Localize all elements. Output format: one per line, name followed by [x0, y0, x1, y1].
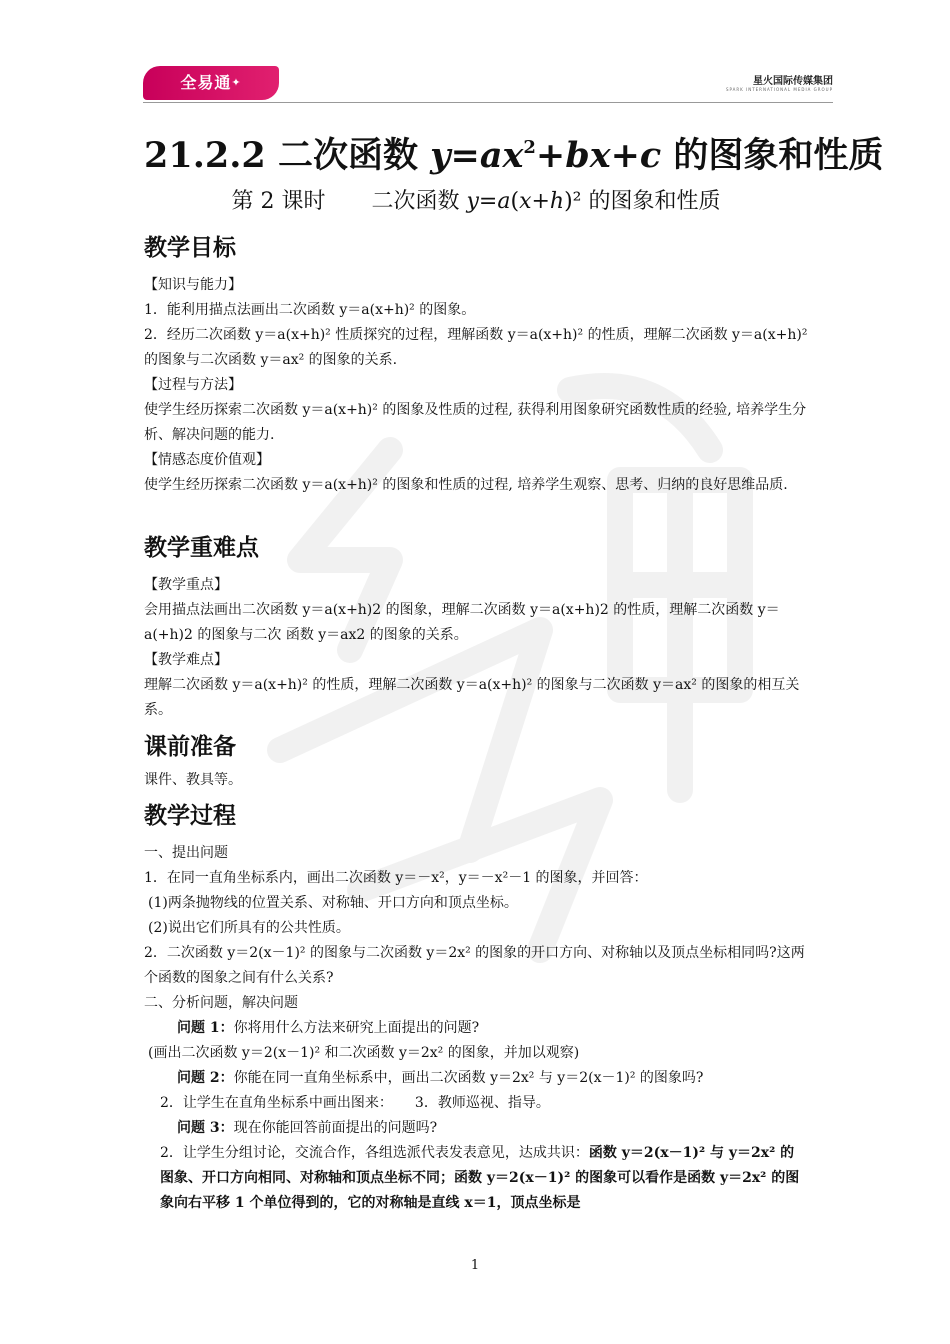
question-1a: (1)两条抛物线的位置关系、对称轴、开口方向和顶点坐标。 — [148, 895, 518, 911]
heading-goals: 教学目标 — [144, 235, 236, 261]
section-preparation — [144, 731, 808, 763]
problem-3 — [144, 1116, 808, 1141]
problem-3-label: 问题 3： — [177, 1120, 234, 1136]
activity-3: 3．教师巡视、指导。 — [414, 1095, 550, 1111]
problem-1-text: 你将用什么方法来研究上面提出的问题? — [233, 1020, 480, 1036]
discussion-bold: 函数 y＝2(x－1)² 与 y＝2x² 的图象、开口方向相同、对称轴和顶点坐标不同；函数 y＝2(x－1)² 的图象可以看作是函数 y＝2x² 的图象向右平移 1 个单位得到的，它的对称轴是直线 x＝1，顶点坐标是 — [160, 1145, 800, 1211]
step2-title: 二、分析问题，解决问题 — [144, 995, 298, 1011]
problem-2-label: 问题 2： — [177, 1070, 234, 1086]
discussion-paragraph — [144, 1141, 808, 1216]
brand-logo-text: 全易通 — [180, 73, 232, 92]
page-title: 21.2.2 二次函数 $y=ax^2+bx+c$ 的图象和性质 — [144, 135, 884, 176]
activity-row — [144, 1091, 808, 1116]
difficulty-text: 理解二次函数 y＝a(x+h)² 的性质，理解二次函数 y＝a(x+h)² 的图象与二次函数 y＝ax² 的图象的相互关系。 — [144, 677, 800, 718]
org-name-en: SPARK INTERNATIONAL MEDIA GROUP — [725, 87, 833, 92]
lesson-number: 第 2 课时 — [231, 189, 326, 214]
process-text: 使学生经历探索二次函数 y＝a(x+h)² 的图象及性质的过程, 获得利用图象研究函数性质的经验, 培养学生分析、解决问题的能力. — [144, 402, 807, 443]
lesson-topic-prefix: 二次函数 — [371, 189, 467, 214]
heading-key-points: 教学重难点 — [144, 535, 259, 561]
preparation-text: 课件、教具等。 — [144, 772, 242, 788]
lesson-subtitle: 第 2 课时 二次函数 y=a(x+h)² 的图象和性质 — [231, 189, 721, 214]
preparation-content — [144, 768, 808, 793]
goals-content — [144, 273, 808, 498]
knowledge-label: 【知识与能力】 — [144, 277, 242, 293]
step1-title: 一、提出问题 — [144, 845, 228, 861]
section-key-points — [144, 532, 808, 564]
problem-2-text: 你能在同一直角坐标系中，画出二次函数 y＝2x² 与 y＝2(x－1)² 的图象吗? — [233, 1070, 704, 1086]
attitude-label: 【情感态度价值观】 — [144, 452, 270, 468]
brand-logo — [143, 66, 279, 100]
page-number: 1 — [470, 1258, 480, 1273]
header-divider — [143, 102, 833, 103]
title-prefix: 21.2.2 二次函数 — [144, 135, 431, 176]
sparkle-icon: ✦ — [231, 76, 242, 89]
focus-label: 【教学重点】 — [144, 577, 228, 593]
lesson-topic-suffix: 的图象和性质 — [581, 189, 721, 214]
problem-3-text: 现在你能回答前面提出的问题吗? — [233, 1120, 438, 1136]
process-content — [144, 841, 808, 1216]
org-name-cn: 星火国际传媒集团 — [753, 76, 833, 87]
section-process — [144, 800, 808, 832]
problem-1-hint: (画出二次函数 y＝2(x－1)² 和二次函数 y＝2x² 的图象，并加以观察) — [148, 1045, 580, 1061]
focus-text: 会用描点法画出二次函数 y＝a(x+h)2 的图象，理解二次函数 y＝a(x+h)2 的性质，理解二次函数 y＝a(+h)2 的图象与二次 函数 y＝ax2 的图象的关系。 — [144, 602, 780, 643]
problem-2 — [144, 1066, 808, 1091]
heading-process: 教学过程 — [144, 803, 236, 829]
question-1: 1．在同一直角坐标系内，画出二次函数 y＝－x²，y＝－x²－1 的图象，并回答： — [144, 870, 648, 886]
attitude-text: 使学生经历探索二次函数 y＝a(x+h)² 的图象和性质的过程, 培养学生观察、思考、归纳的良好思维品质. — [144, 477, 788, 493]
page-header — [143, 66, 833, 104]
question-2: 2．二次函数 y＝2(x－1)² 的图象与二次函数 y＝2x² 的图象的开口方向、对称轴以及顶点坐标相同吗?这两个函数的图象之间有什么关系? — [144, 945, 805, 986]
difficulty-label: 【教学难点】 — [144, 652, 228, 668]
problem-1 — [144, 1016, 808, 1041]
activity-2: 2．让学生在直角坐标系中画出图来： — [160, 1095, 393, 1111]
knowledge-item-2: 2．经历二次函数 y＝a(x+h)² 性质探究的过程，理解函数 y＝a(x+h)² 的性质，理解二次函数 y＝a(x+h)² 的图象与二次函数 y＝ax² 的图象的关系. — [144, 327, 808, 368]
problem-1-label: 问题 1： — [177, 1020, 234, 1036]
process-label: 【过程与方法】 — [144, 377, 242, 393]
heading-preparation: 课前准备 — [144, 734, 236, 760]
org-name — [726, 72, 833, 92]
question-1b: (2)说出它们所具有的公共性质。 — [148, 920, 350, 936]
section-goals — [144, 232, 808, 264]
knowledge-item-1: 1．能利用描点法画出二次函数 y＝a(x+h)² 的图象。 — [144, 302, 476, 318]
title-suffix: 的图象和性质 — [661, 135, 884, 176]
discussion-plain: 2．让学生分组讨论，交流合作，各组选派代表发表意见，达成共识： — [160, 1145, 589, 1161]
key-points-content — [144, 573, 808, 723]
